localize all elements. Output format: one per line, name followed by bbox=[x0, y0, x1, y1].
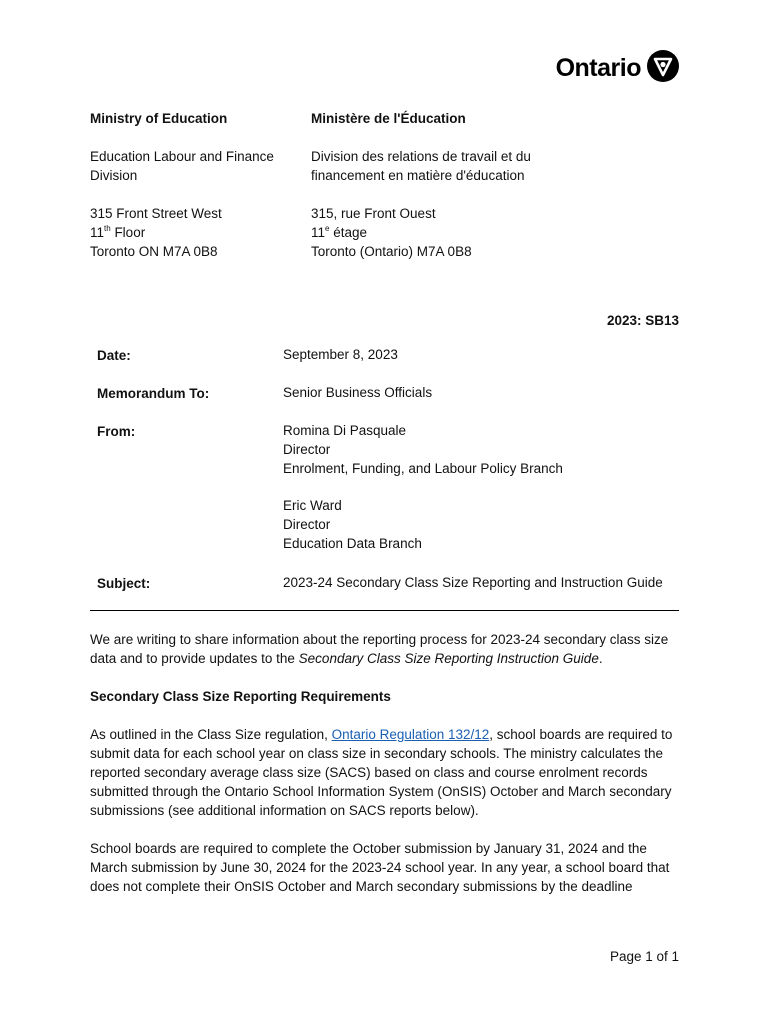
address-fr-city: Toronto (Ontario) M7A 0B8 bbox=[311, 244, 472, 259]
ontario-wordmark: Ontario bbox=[555, 54, 641, 82]
date-value: September 8, 2023 bbox=[283, 347, 398, 362]
divider-line bbox=[90, 610, 679, 611]
trillium-icon bbox=[647, 50, 679, 87]
subject-value: 2023-24 Secondary Class Size Reporting and Instruction Guide bbox=[283, 575, 663, 590]
address-fr-floor: 11e étage bbox=[311, 224, 368, 240]
page-number: Page 1 of 1 bbox=[609, 949, 679, 964]
memo-code: 2023: SB13 bbox=[606, 313, 679, 328]
from-branch-1: Enrolment, Funding, and Labour Policy Branch bbox=[283, 461, 563, 476]
section-heading: Secondary Class Size Reporting Requirements bbox=[90, 689, 391, 704]
requirements-paragraph: As outlined in the Class Size regulation, Ontario Regulation 132/12, school boards are required to submit data for each school year on class size in secondary schools. The ministry calculates the reported secondary average class size (SACS) based on class and course enrolment records submitted through the Ontario School Information System (OnSIS) October and March secondary submissions (see additional information on SACS reports below). bbox=[90, 727, 673, 818]
date-label: Date: bbox=[97, 348, 131, 363]
ministry-name-fr: Ministère de l'Éducation bbox=[311, 111, 466, 126]
address-fr-street: 315, rue Front Ouest bbox=[311, 206, 436, 221]
from-title-1: Director bbox=[283, 442, 331, 457]
ontario-logo bbox=[556, 50, 679, 87]
deadline-paragraph: School boards are required to complete the October submission by January 31, 2024 and the March submission by June 30, 2024 for the 2023-24 school year. In any year, a school board that does not complete their OnSIS October and March secondary submissions by the deadline bbox=[90, 841, 670, 894]
division-fr-line-2: financement en matière d'éducation bbox=[311, 168, 525, 183]
guide-title: Secondary Class Size Reporting Instruction Guide bbox=[298, 651, 599, 666]
address-en-city: Toronto ON M7A 0B8 bbox=[90, 244, 218, 259]
subject-label: Subject: bbox=[97, 576, 151, 591]
to-value: Senior Business Officials bbox=[283, 385, 433, 400]
division-en-line-1: Education Labour and Finance bbox=[90, 149, 274, 164]
ministry-name-en: Ministry of Education bbox=[90, 111, 228, 126]
from-name-1: Romina Di Pasquale bbox=[283, 423, 407, 438]
intro-paragraph: We are writing to share information about the reporting process for 2023-24 secondary class size data and to provide updates to the Secondary Class Size Reporting Instruction Guide. bbox=[90, 632, 669, 666]
address-en-floor: 11th Floor bbox=[90, 224, 146, 240]
to-label: Memorandum To: bbox=[97, 386, 210, 401]
from-label: From: bbox=[97, 424, 136, 439]
from-branch-2: Education Data Branch bbox=[283, 536, 422, 551]
from-name-2: Eric Ward bbox=[283, 498, 342, 513]
division-en-line-2: Division bbox=[90, 168, 138, 183]
division-fr-line-1: Division des relations de travail et du bbox=[311, 149, 531, 164]
address-en-street: 315 Front Street West bbox=[90, 206, 222, 221]
from-title-2: Director bbox=[283, 517, 331, 532]
regulation-link[interactable]: Ontario Regulation 132/12 bbox=[331, 727, 490, 742]
